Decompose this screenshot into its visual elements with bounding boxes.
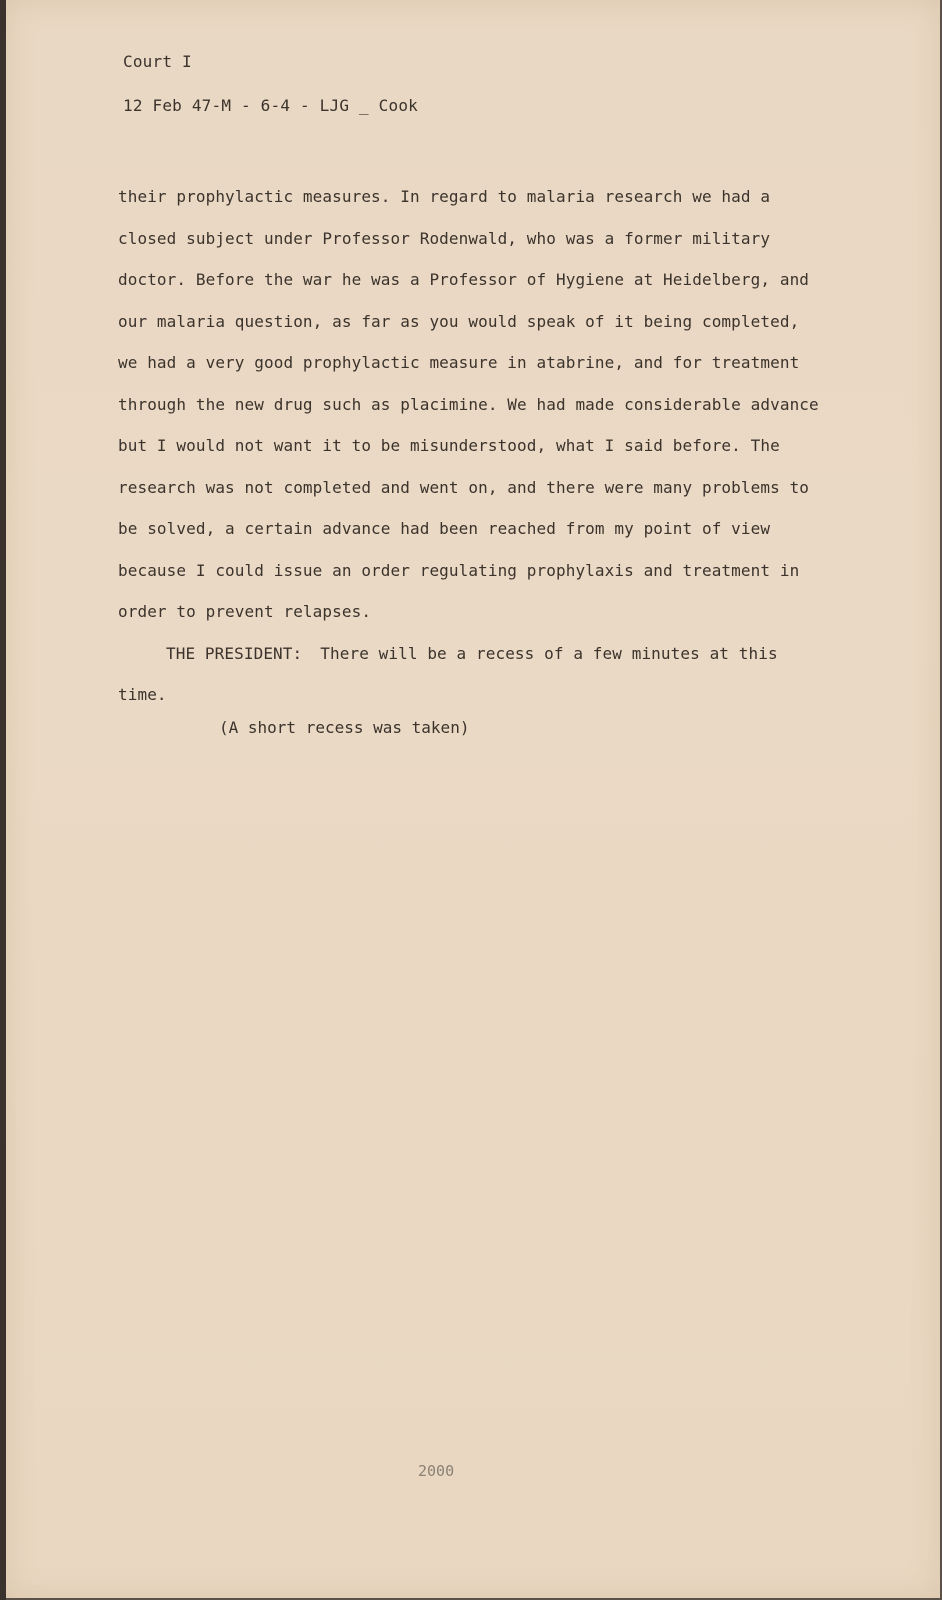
president-statement-text: There will be a recess of a few minutes at this [320, 643, 778, 663]
transcript-line: because I could issue an order regulating prophylaxis and treatment in [118, 560, 800, 580]
transcript-line: through the new drug such as placimine. We had made considerable advance [118, 394, 819, 414]
page-number: 2000 [418, 1462, 455, 1480]
transcript-line: we had a very good prophylactic measure in atabrine, and for treatment [118, 353, 800, 372]
transcript-line: but I would not want it to be misunderstood, what I said before. The [118, 436, 780, 455]
transcript-line: closed subject under Professor Rodenwald, who was a former military [118, 228, 771, 248]
document-page [6, 0, 940, 1598]
transcript-line: our malaria question, as far as you would speak of it being completed, [118, 311, 800, 331]
president-statement-continuation: time. [118, 685, 167, 704]
transcript-line: order to prevent relapses. [118, 602, 372, 621]
transcript-line: doctor. Before the war he was a Professor of Hygiene at Heidelberg, and [118, 270, 810, 289]
speaker-label: THE PRESIDENT: [166, 643, 303, 663]
recess-note: (A short recess was taken) [219, 718, 470, 737]
transcript-line: their prophylactic measures. In regard to malaria research we had a [118, 187, 771, 206]
court-label: Court I [123, 52, 192, 71]
transcript-line: be solved, a certain advance had been reached from my point of view [118, 519, 771, 538]
transcript-line: research was not completed and went on, and there were many problems to [118, 477, 810, 497]
transcript-body [118, 176, 878, 716]
session-reference: 12 Feb 47-M - 6-4 - LJG _ Cook [123, 96, 418, 115]
president-statement [118, 633, 878, 675]
